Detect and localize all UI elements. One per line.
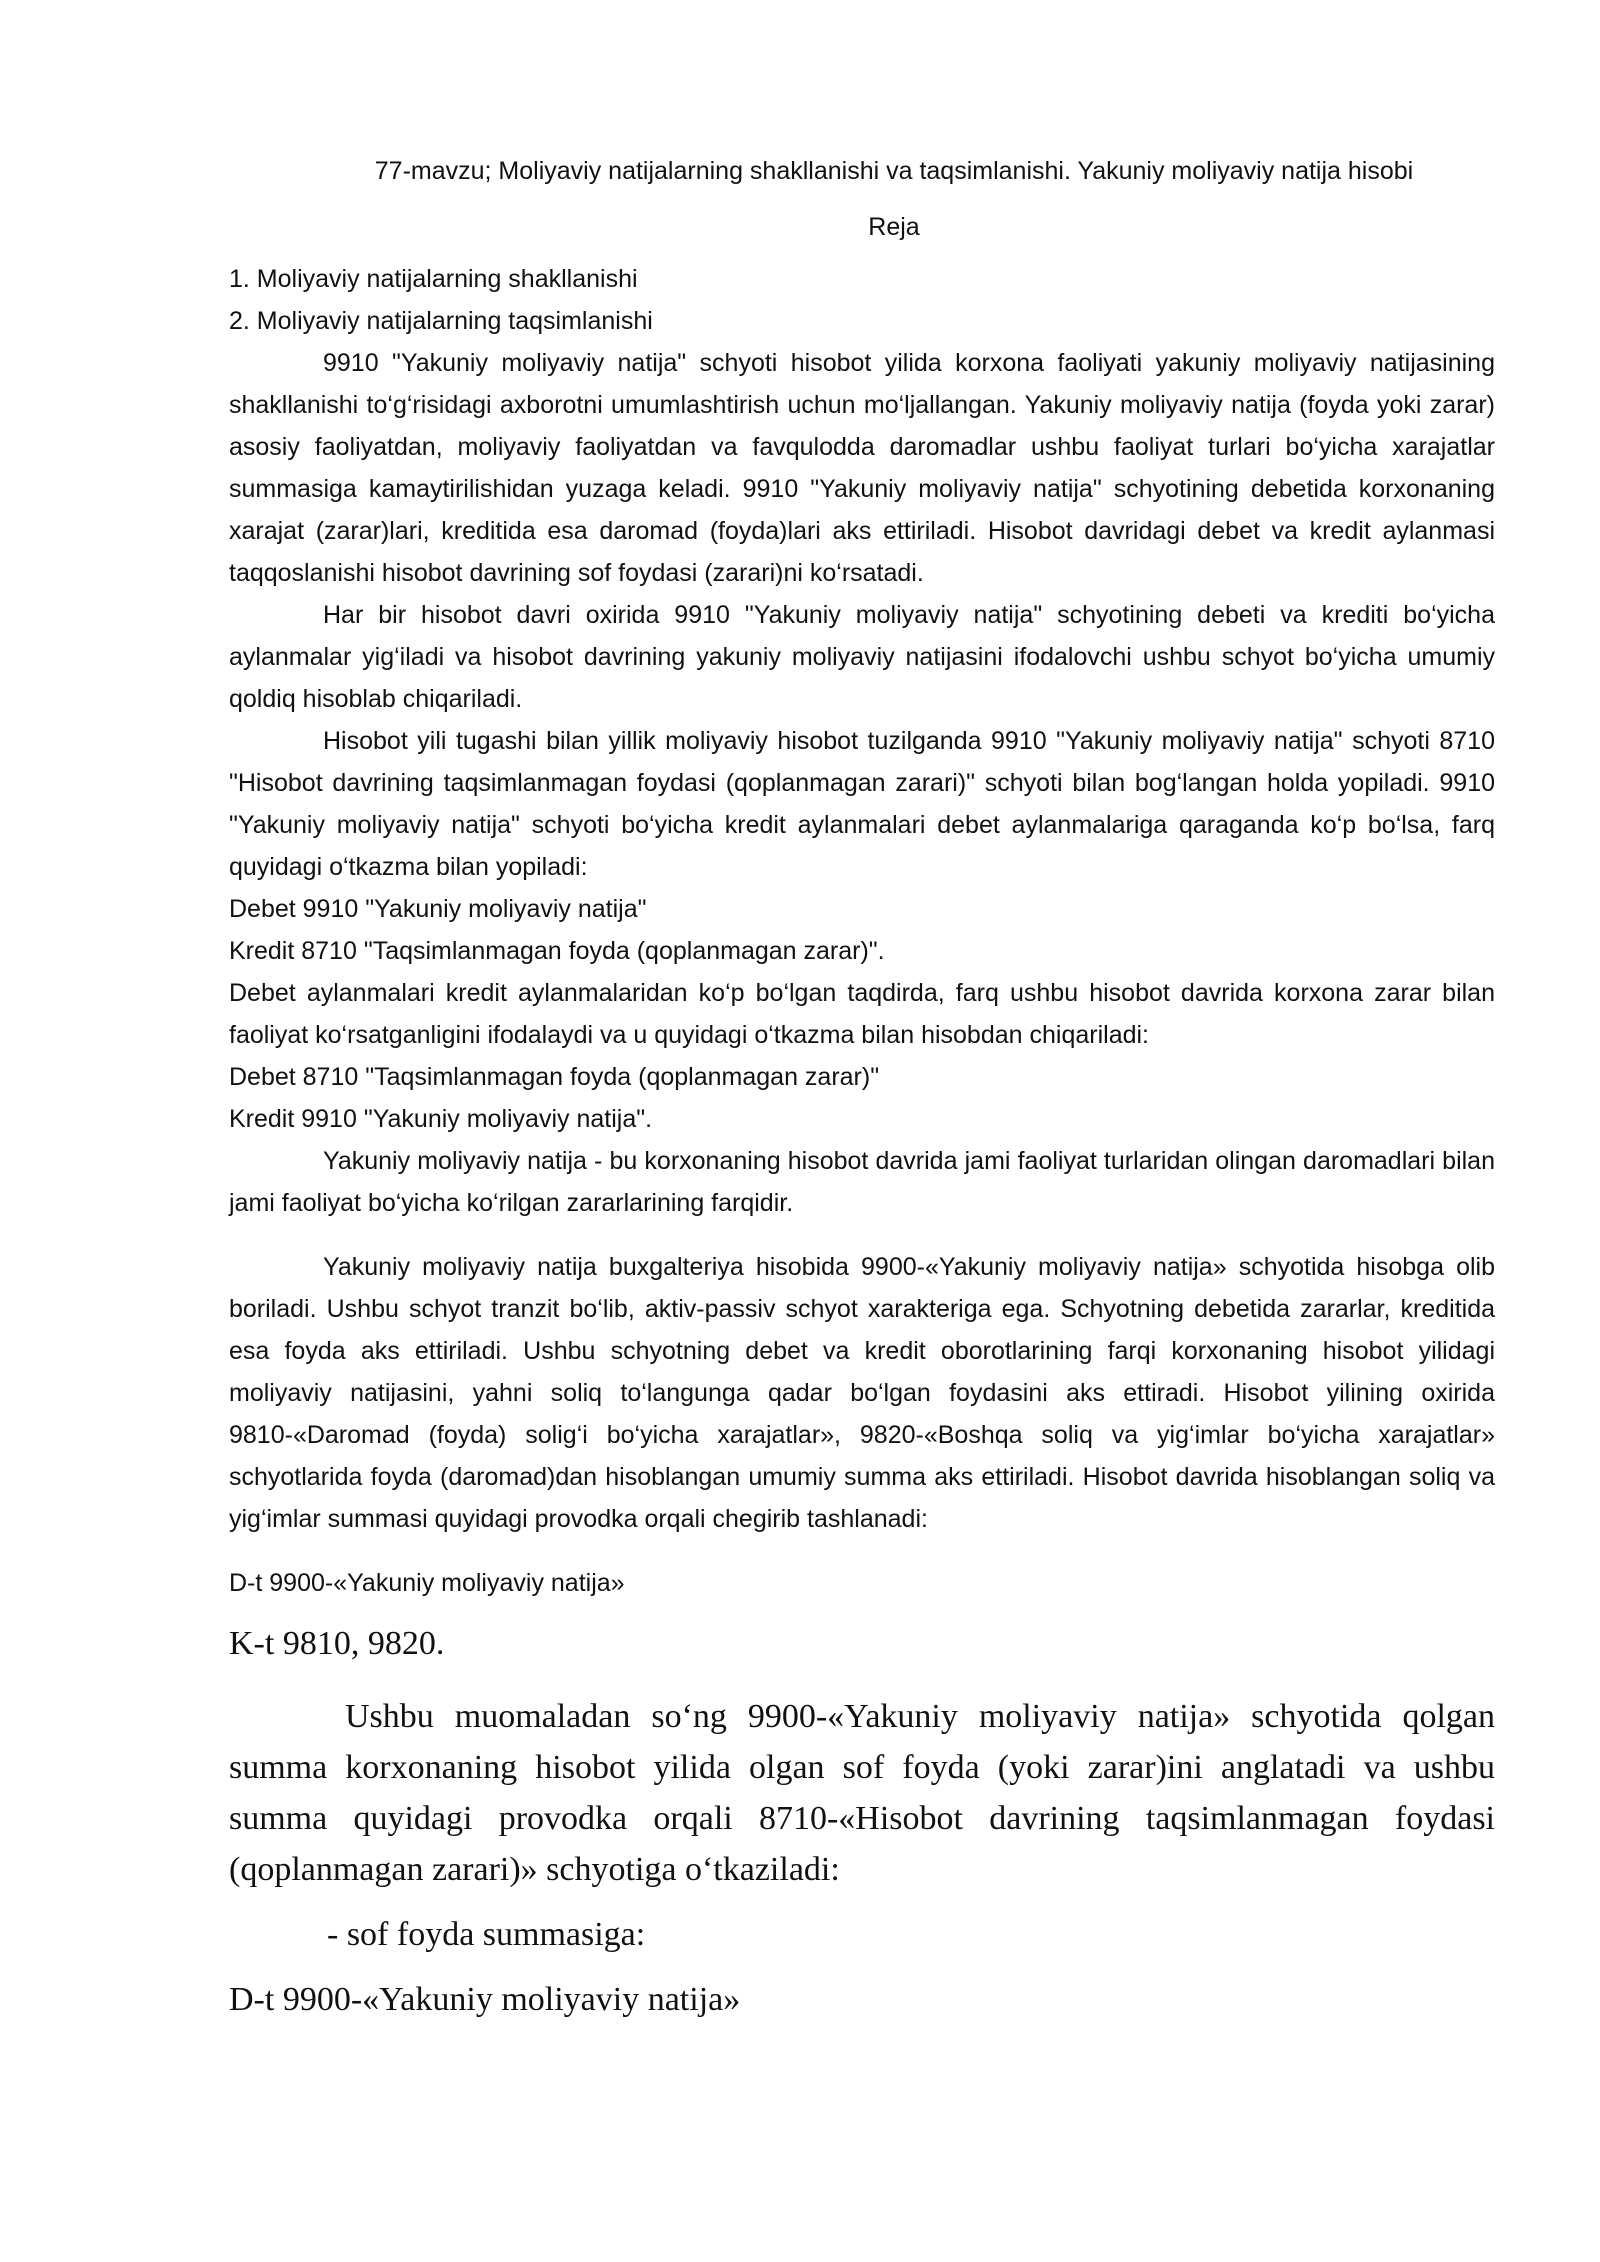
- body-paragraph: 9910 "Yakuniy moliyaviy natija" schyoti hisobot yilida korxona faoliyati yakuniy moliyaviy natijasining shakllanishi to‘g‘risidagi axborotni umumlashtirish uchun mo‘ljallangan. Yakuniy moliyaviy natija (foyda yoki zarar) asosiy faoliyatdan, moliyaviy faoliyatdan va favqulodda daromadlar ushbu faoliyat turlari bo‘yicha xarajatlar summasiga kamaytirilishidan yuzaga keladi. 9910 "Yakuniy moliyaviy natija" schyotining debetida korxonaning xarajat (zarar)lari, kreditida esa daromad (foyda)lari aks ettiriladi. Hisobot davridagi debet va kredit aylanmasi taqqoslanishi hisobot davrining sof foydasi (zarari)ni ko‘rsatadi.: [229, 349, 1495, 587]
- body-paragraph: Ushbu muomaladan so‘ng 9900-«Yakuniy moliyaviy natija» schyotida qolgan summa korxonaning hisobot yilida olgan sof foyda (yoki zarar)ini anglatadi va ushbu summa quyidagi provodka orqali 8710-«Hisobot davrining taqsimlanmagan foydasi (qoplanmagan zarari)» schyotiga o‘tkaziladi:: [229, 1698, 1495, 1888]
- plan-item: 1. Moliyaviy natijalarning shakllanishi: [229, 265, 638, 293]
- body-paragraph: Har bir hisobot davri oxirida 9910 "Yakuniy moliyaviy natija" schyotining debeti va krediti bo‘yicha aylanmalar yig‘iladi va hisobot davrining yakuniy moliyaviy natijasini ifodalovchi ushbu schyot bo‘yicha umumiy qoldiq hisoblab chiqariladi.: [229, 601, 1495, 713]
- body-paragraph: Yakuniy moliyaviy natija - bu korxonaning hisobot davrida jami faoliyat turlaridan olingan daromadlari bilan jami faoliyat bo‘yicha ko‘rilgan zararlarining farqidir.: [229, 1147, 1495, 1217]
- list-item: - sof foyda summasiga:: [327, 1916, 646, 1953]
- document-title: 77-mavzu; Moliyaviy natijalarning shakllanishi va taqsimlanishi. Yakuniy moliyaviy natija hisobi: [374, 157, 1414, 185]
- body-paragraph: Hisobot yili tugashi bilan yillik moliyaviy hisobot tuzilganda 9910 "Yakuniy moliyaviy natija" schyoti 8710 "Hisobot davrining taqsimlanmagan foydasi (qoplanmagan zarari)" schyoti bilan bog‘langan holda yopiladi. 9910 "Yakuniy moliyaviy natija" schyoti bo‘yicha kredit aylanmalari debet aylanmalariga qaraganda ko‘p bo‘lsa, farq quyidagi o‘tkazma bilan yopiladi:: [229, 727, 1495, 881]
- plan-item: 2. Moliyaviy natijalarning taqsimlanishi: [229, 307, 653, 335]
- serif-section: [229, 1618, 1495, 2025]
- document-page: [229, 150, 1495, 2025]
- posting-line: K-t 9810, 9820.: [229, 1625, 445, 1662]
- posting-line: Kredit 9910 "Yakuniy moliyaviy natija".: [229, 1105, 653, 1133]
- plan-list: [229, 258, 1495, 342]
- body-paragraph: Yakuniy moliyaviy natija buxgalteriya hisobida 9900-«Yakuniy moliyaviy natija» schyotida hisobga olib boriladi. Ushbu schyot tranzit bo‘lib, aktiv-passiv schyot xarakteriga ega. Schyotning debetida zararlar, kreditida esa foyda aks ettiriladi. Ushbu schyotning debet va kredit oborotlarining farqi korxonaning hisobot yilidagi moliyaviy natijasini, yahni soliq to‘langunga qadar bo‘lgan foydasini aks ettiradi. Hisobot yilining oxirida 9810-«Daromad (foyda) solig‘i bo‘yicha xarajatlar», 9820-«Boshqa soliq va yig‘imlar bo‘yicha xarajatlar» schyotlarida foyda (daromad)dan hisoblangan umumiy summa aks ettiriladi. Hisobot davrida hisoblangan soliq va yig‘imlar summasi quyidagi provodka orqali chegirib tashlanadi:: [229, 1253, 1495, 1533]
- body-paragraph: Debet aylanmalari kredit aylanmalaridan ko‘p bo‘lgan taqdirda, farq ushbu hisobot davrida korxona zarar bilan faoliyat ko‘rsatganligini ifodalaydi va u quyidagi o‘tkazma bilan hisobdan chiqariladi:: [229, 979, 1495, 1049]
- posting-line: Kredit 8710 "Taqsimlanmagan foyda (qoplanmagan zarar)".: [229, 937, 885, 965]
- posting-line: D-t 9900-«Yakuniy moliyaviy natija»: [229, 1569, 625, 1597]
- plan-heading: Reja: [868, 213, 920, 241]
- posting-line: Debet 8710 "Taqsimlanmagan foyda (qoplanmagan zarar)": [229, 1063, 880, 1091]
- posting-line: Debet 9910 "Yakuniy moliyaviy natija": [229, 895, 647, 923]
- posting-line: D-t 9900-«Yakuniy moliyaviy natija»: [229, 1981, 741, 2018]
